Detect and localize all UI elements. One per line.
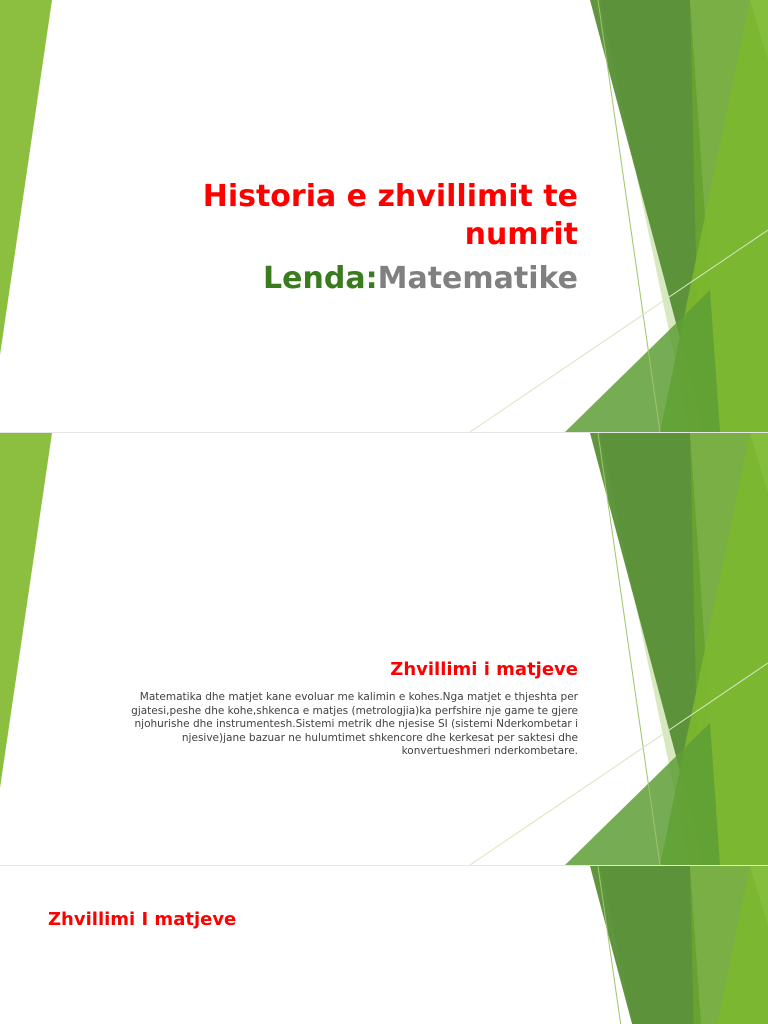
slide-title: Historia e zhvillimit te numrit: [202, 179, 578, 252]
slide-1: [0, 0, 768, 432]
slide-subtitle: [263, 261, 578, 297]
subject-value: Matematike: [377, 261, 578, 296]
slide-title: Zhvillimi I matjeve: [48, 909, 237, 930]
slide-title: Zhvillimi i matjeve: [390, 659, 578, 680]
green-shapes-decoration: [0, 866, 768, 1024]
slide-2: [0, 433, 768, 865]
slide-body-text: Matematika dhe matjet kane evoluar me kalimin e kohes.Nga matjet e thjeshta per gjatesi,peshe dhe kohe,shkenca e matjes (metrologjia)ka perfshire nje game te gjere njohurishe dhe instrumentesh.Sistemi metrik dhe njesise SI (sistemi Nderkombetar i njesive)jane bazuar ne hulumtimet shkencore dhe kerkesat per saktesi dhe konvertueshmeri nderkombetare.: [131, 691, 578, 757]
green-shapes-decoration: [0, 433, 768, 865]
subject-label: Lenda:: [263, 261, 378, 296]
left-green-sliver: [0, 433, 52, 788]
left-green-sliver: [0, 0, 52, 355]
slide-3: [0, 866, 768, 1024]
